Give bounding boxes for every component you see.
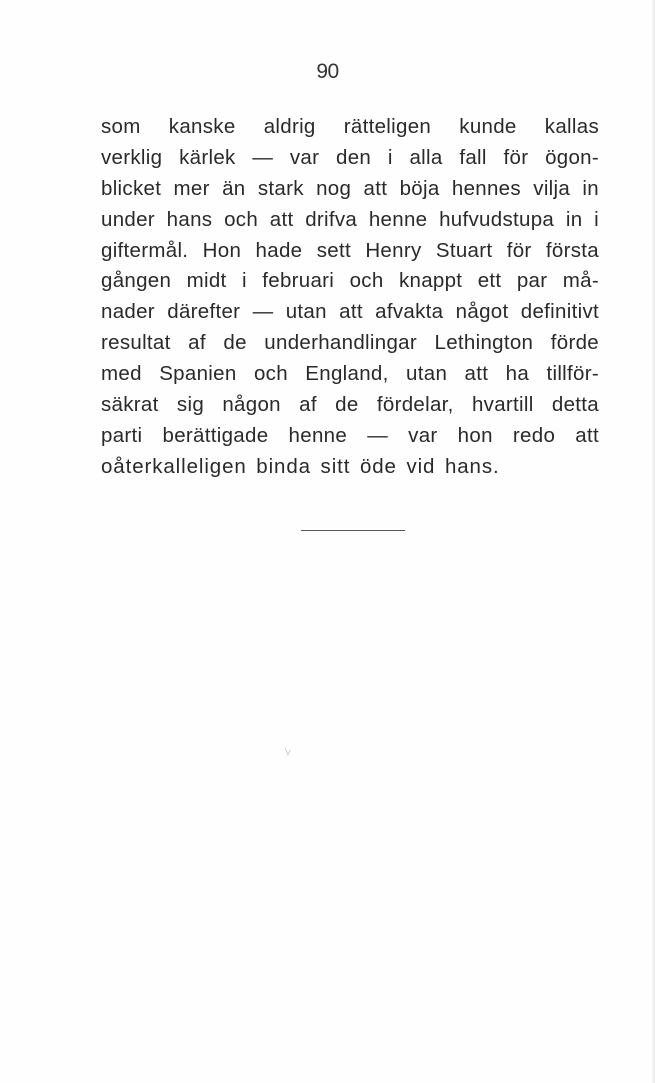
text-line: nader därefter — utan att afvakta något definitivt xyxy=(101,300,599,324)
page-edge-shadow xyxy=(651,0,655,1083)
text-line: med Spanien och England, utan att ha tillför- xyxy=(101,362,599,386)
text-line: resultat af de underhandlingar Lethington förde xyxy=(101,331,599,355)
paragraph xyxy=(101,112,599,483)
ink-speck-mark xyxy=(285,748,291,756)
text-line: blicket mer än stark nog att böja hennes vilja in xyxy=(101,176,599,200)
page-number: 90 xyxy=(316,60,339,83)
section-divider-rule xyxy=(301,530,405,531)
text-line: verklig kärlek — var den i alla fall för ögon- xyxy=(101,145,599,169)
text-line: säkrat sig någon af de fördelar, hvartill detta xyxy=(101,393,599,417)
text-line-last: oåterkalleligen binda sitt öde vid hans. xyxy=(101,454,500,478)
text-line: gången midt i februari och knappt ett par må- xyxy=(101,269,599,293)
text-line: som kanske aldrig rätteligen kunde kallas xyxy=(101,115,599,138)
text-line: parti berättigade henne — var hon redo att xyxy=(101,423,599,447)
text-line: under hans och att drifva henne hufvudstupa in i xyxy=(101,207,599,231)
text-line: giftermål. Hon hade sett Henry Stuart för första xyxy=(101,238,599,262)
